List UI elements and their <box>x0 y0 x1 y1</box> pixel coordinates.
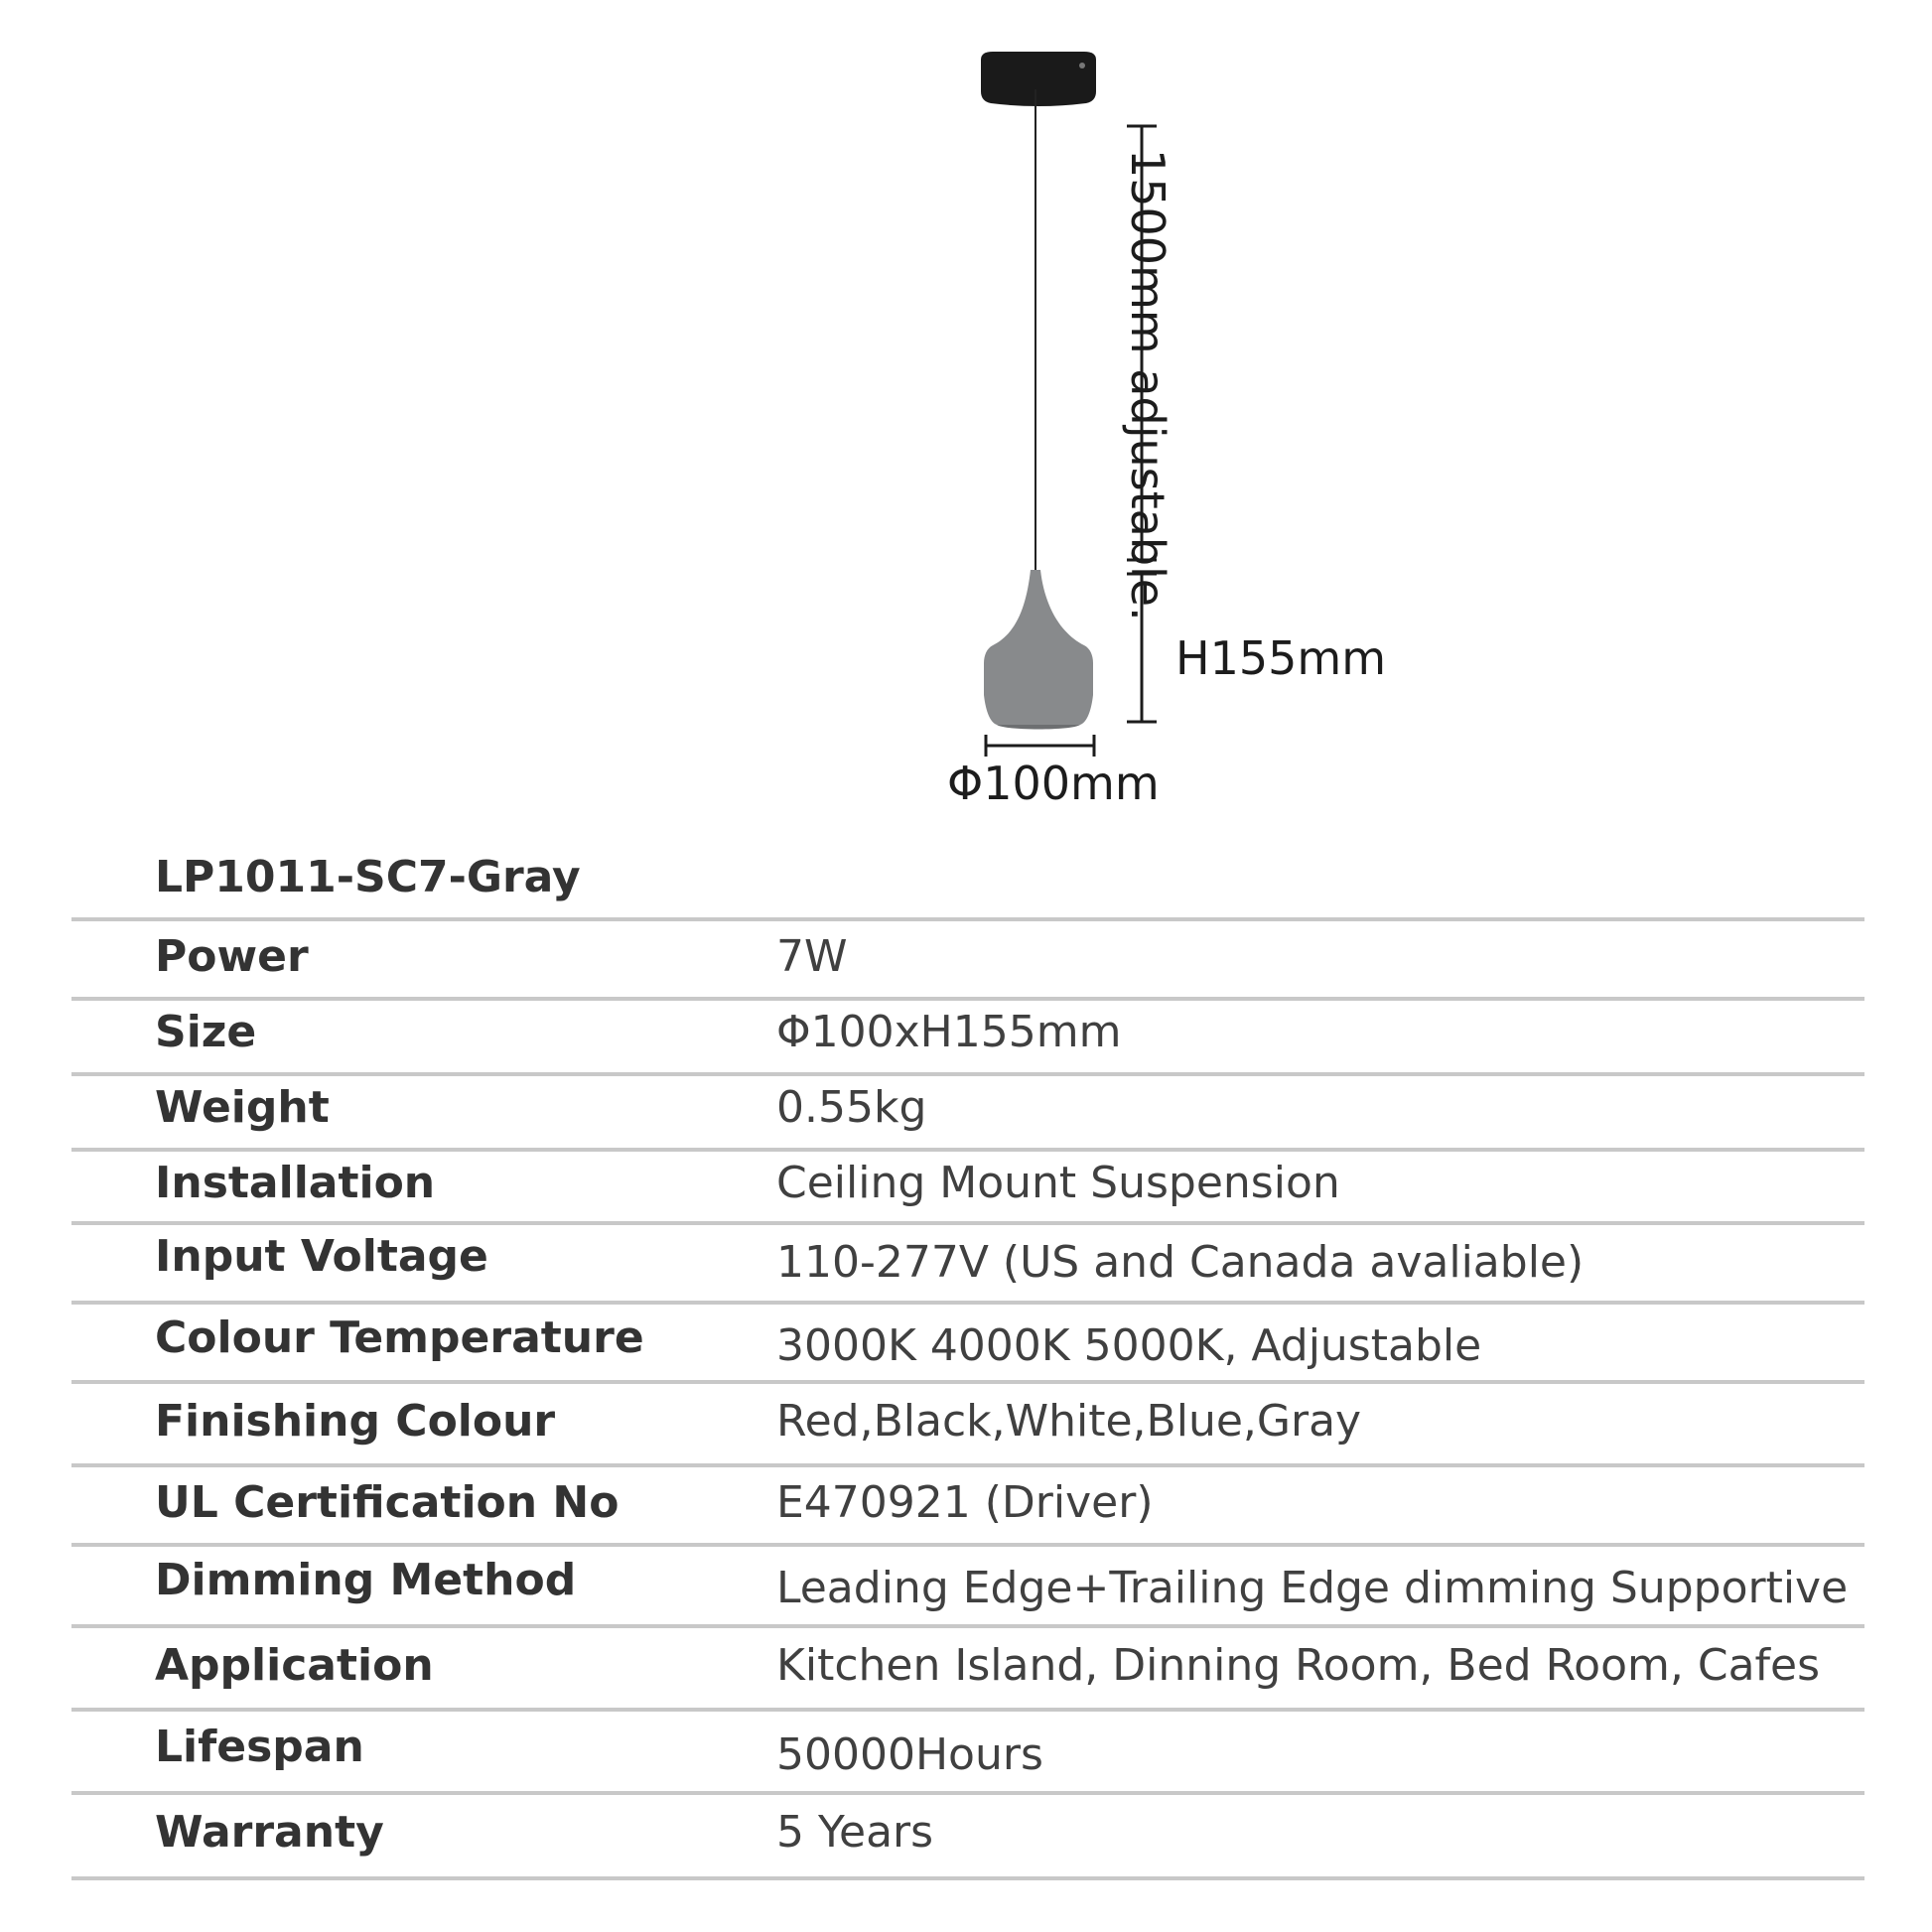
spec-value: Φ100xH155mm <box>776 1007 1122 1057</box>
spec-value: 3000K 4000K 5000K, Adjustable <box>776 1320 1482 1371</box>
spec-value: Ceiling Mount Suspension <box>776 1158 1340 1208</box>
table-divider <box>71 1791 1864 1795</box>
spec-label: Input Voltage <box>155 1231 488 1282</box>
table-divider <box>71 1380 1864 1384</box>
table-divider <box>71 1301 1864 1305</box>
spec-value: E470921 (Driver) <box>776 1477 1154 1528</box>
spec-value: Kitchen Island, Dinning Room, Bed Room, Cafes <box>776 1640 1821 1691</box>
spec-label: Power <box>155 931 309 982</box>
spec-label: Installation <box>155 1158 436 1208</box>
product-diagram <box>0 0 1932 834</box>
lamp-shade <box>984 570 1093 725</box>
table-divider <box>71 1543 1864 1547</box>
spec-label: Warranty <box>155 1807 384 1858</box>
table-divider <box>71 1876 1864 1880</box>
spec-label: Finishing Colour <box>155 1396 556 1447</box>
table-divider <box>71 997 1864 1001</box>
table-divider <box>71 1072 1864 1076</box>
spec-label: Lifespan <box>155 1722 364 1772</box>
spec-label: Size <box>155 1007 257 1057</box>
spec-value: 0.55kg <box>776 1082 927 1133</box>
spec-value: 50000Hours <box>776 1729 1043 1780</box>
cable-length-label: 1500mm adjustable. <box>1121 149 1174 621</box>
table-divider <box>71 1624 1864 1628</box>
diameter-dimension <box>986 735 1094 757</box>
spec-label: Colour Temperature <box>155 1312 644 1363</box>
spec-value: 5 Years <box>776 1807 934 1858</box>
table-divider <box>71 1708 1864 1712</box>
height-label: H155mm <box>1175 631 1387 685</box>
spec-label: Weight <box>155 1082 330 1133</box>
spec-value: 7W <box>776 931 848 982</box>
spec-label: UL Certification No <box>155 1477 620 1528</box>
table-divider <box>71 1463 1864 1467</box>
spec-value: 110-277V (US and Canada avaliable) <box>776 1237 1585 1288</box>
spec-value: Leading Edge+Trailing Edge dimming Supportive <box>776 1563 1849 1613</box>
ceiling-canopy <box>981 52 1096 106</box>
spec-label: Application <box>155 1640 434 1691</box>
table-divider <box>71 917 1864 921</box>
model-name: LP1011-SC7-Gray <box>155 852 581 902</box>
spec-label: Dimming Method <box>155 1555 577 1605</box>
spec-value: Red,Black,White,Blue,Gray <box>776 1396 1362 1447</box>
diameter-label: Φ100mm <box>947 757 1160 810</box>
table-divider <box>71 1148 1864 1152</box>
table-divider <box>71 1221 1864 1225</box>
pendant-lamp-illustration <box>0 0 1932 834</box>
